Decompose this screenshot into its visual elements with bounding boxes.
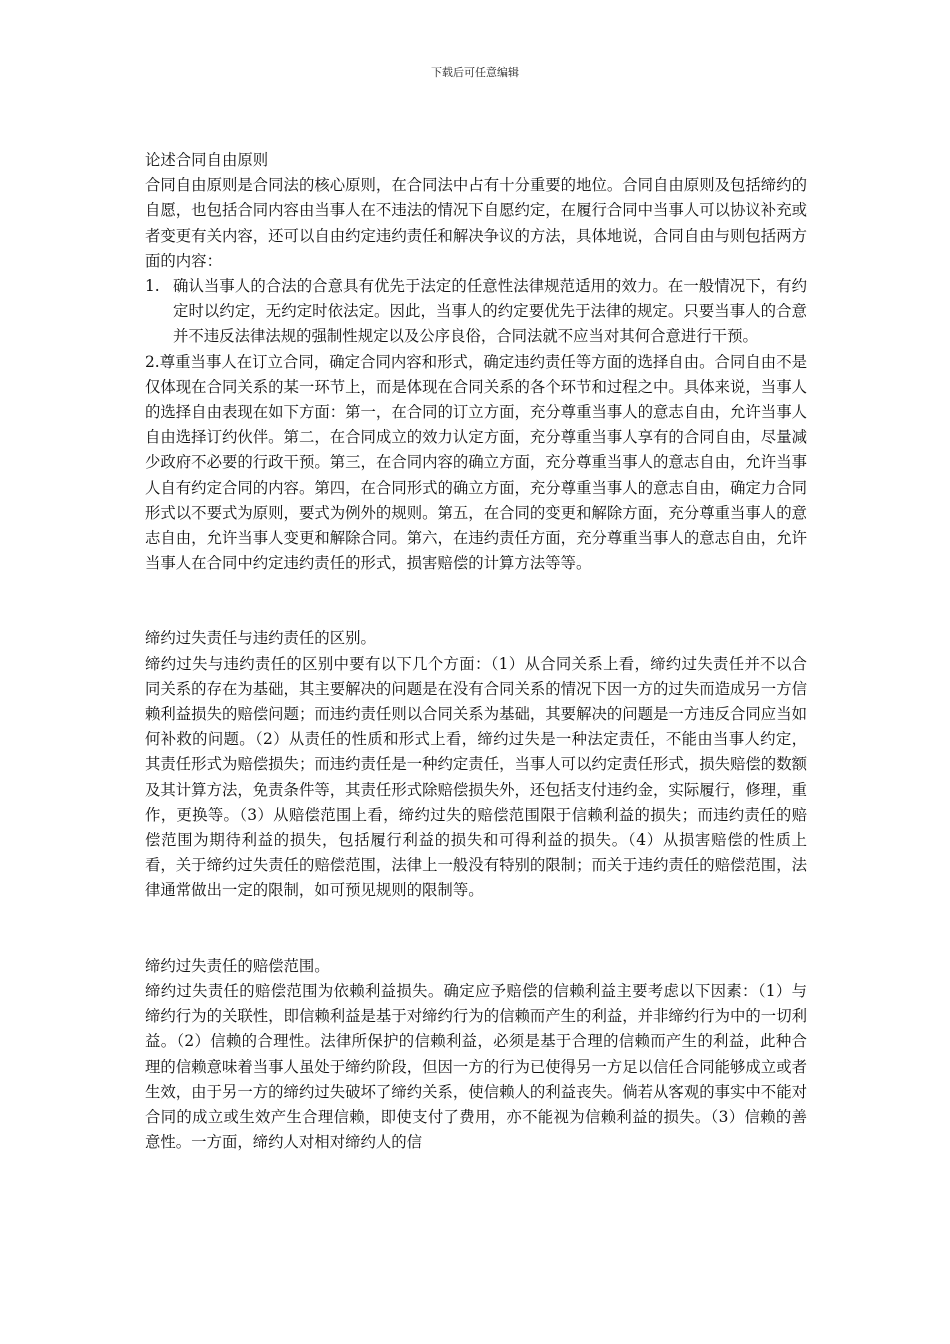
section-title: 缔约过失责任与违约责任的区别。 bbox=[145, 629, 376, 648]
paragraph: 合同自由原则是合同法的核心原则，在合同法中占有十分重要的地位。合同自由原则及包括缔约的自愿，也包括合同内容由当事人在不违法的情况下自愿约定，在履行合同中当事人可以协议补充或者变更有关内容，还可以自由约定违约责任和解决争议的方法，具体地说，合同自由与则包括两方面的内容： bbox=[145, 176, 807, 270]
document-body bbox=[145, 148, 807, 1155]
section-liability-difference bbox=[145, 626, 807, 903]
paragraph: 缔约过失与违约责任的区别中要有以下几个方面：（1）从合同关系上看，缔约过失责任并不以合同关系的存在为基础，其主要解决的问题是在没有合同关系的情况下因一方的过失而造成另一方信赖利益损失的赔偿问题；而违约责任则以合同关系为基础，其要解决的问题是一方违反合同应当如何补救的问题。（2）从责任的性质和形式上看，缔约过失是一种法定责任，不能由当事人约定，其责任形式为赔偿损失；而违约责任是一种约定责任，当事人可以约定责任形式，损失赔偿的数额及其计算方法，免责条件等，其责任形式除赔偿损失外，还包括支付违约金，实际履行，修理，重作，更换等。（3）从赔偿范围上看，缔约过失的赔偿范围限于信赖利益的损失；而违约责任的赔偿范围为期待利益的损失，包括履行利益的损失和可得利益的损失。（4）从损害赔偿的性质上看，关于缔约过失责任的赔偿范围，法律上一般没有特别的限制；而关于违约责任的赔偿范围，法律通常做出一定的限制，如可预见规则的限制等。 bbox=[145, 654, 807, 900]
section-contract-freedom bbox=[145, 148, 807, 576]
section-spacer bbox=[145, 904, 807, 954]
section-spacer bbox=[145, 576, 807, 626]
section-title: 缔约过失责任的赔偿范围。 bbox=[145, 956, 330, 975]
page-header: 下载后可任意编辑 bbox=[431, 66, 519, 79]
section-compensation-scope bbox=[145, 954, 807, 1156]
item-number: 1. bbox=[145, 277, 160, 296]
section-title: 论述合同自由原则 bbox=[145, 151, 269, 169]
numbered-item-2: 2.尊重当事人在订立合同，确定合同内容和形式，确定违约责任等方面的选择自由。合同自由不是仅体现在合同关系的某一环节上，而是体现在合同关系的各个环节和过程之中。具体来说，当事人的选择自由表现在如下方面：第一，在合同的订立方面，充分尊重当事人的意志自由，允许当事人自由选择订约伙伴。第二，在合同成立的效力认定方面，充分尊重当事人享有的合同自由，尽量减少政府不必要的行政干预。第三，在合同内容的确立方面，充分尊重当事人的意志自由，允许当事人自有约定合同的内容。第四，在合同形式的确立方面，充分尊重当事人的意志自由，确定力合同形式以不要式为原则，要式为例外的规则。第五，在合同的变更和解除方面，充分尊重当事人的意志自由，允许当事人变更和解除合同。第六，在违约责任方面，充分尊重当事人的意志自由，允许当事人在合同中约定违约责任的形式，损害赔偿的计算方法等等。 bbox=[145, 352, 807, 573]
item-text: 确认当事人的合法的合意具有优先于法定的任意性法律规范适用的效力。在一般情况下，有约定时以约定，无约定时依法定。因此，当事人的约定要优先于法律的规定。只要当事人的合意并不违反法律法规的强制性规定以及公序良俗，合同法就不应当对其何合意进行干预。 bbox=[173, 277, 807, 346]
paragraph: 缔约过失责任的赔偿范围为依赖利益损失。确定应予赔偿的信赖利益主要考虑以下因素：（1）与缔约行为的关联性，即信赖利益是基于对缔约行为的信赖而产生的利益，并非缔约行为中的一切利益。（2）信赖的合理性。法律所保护的信赖利益，必须是基于合理的信赖而产生的利益，此种合理的信赖意味着当事人虽处于缔约阶段，但因一方的行为已使得另一方足以信任合同能够成立或者生效，由于另一方的缔约过失破坏了缔约关系，使信赖人的利益丧失。倘若从客观的事实中不能对合同的成立或生效产生合理信赖，即使支付了费用，亦不能视为信赖利益的损失。（3）信赖的善意性。一方面，缔约人对相对缔约人的信 bbox=[145, 981, 807, 1152]
numbered-item-1 bbox=[145, 274, 807, 350]
